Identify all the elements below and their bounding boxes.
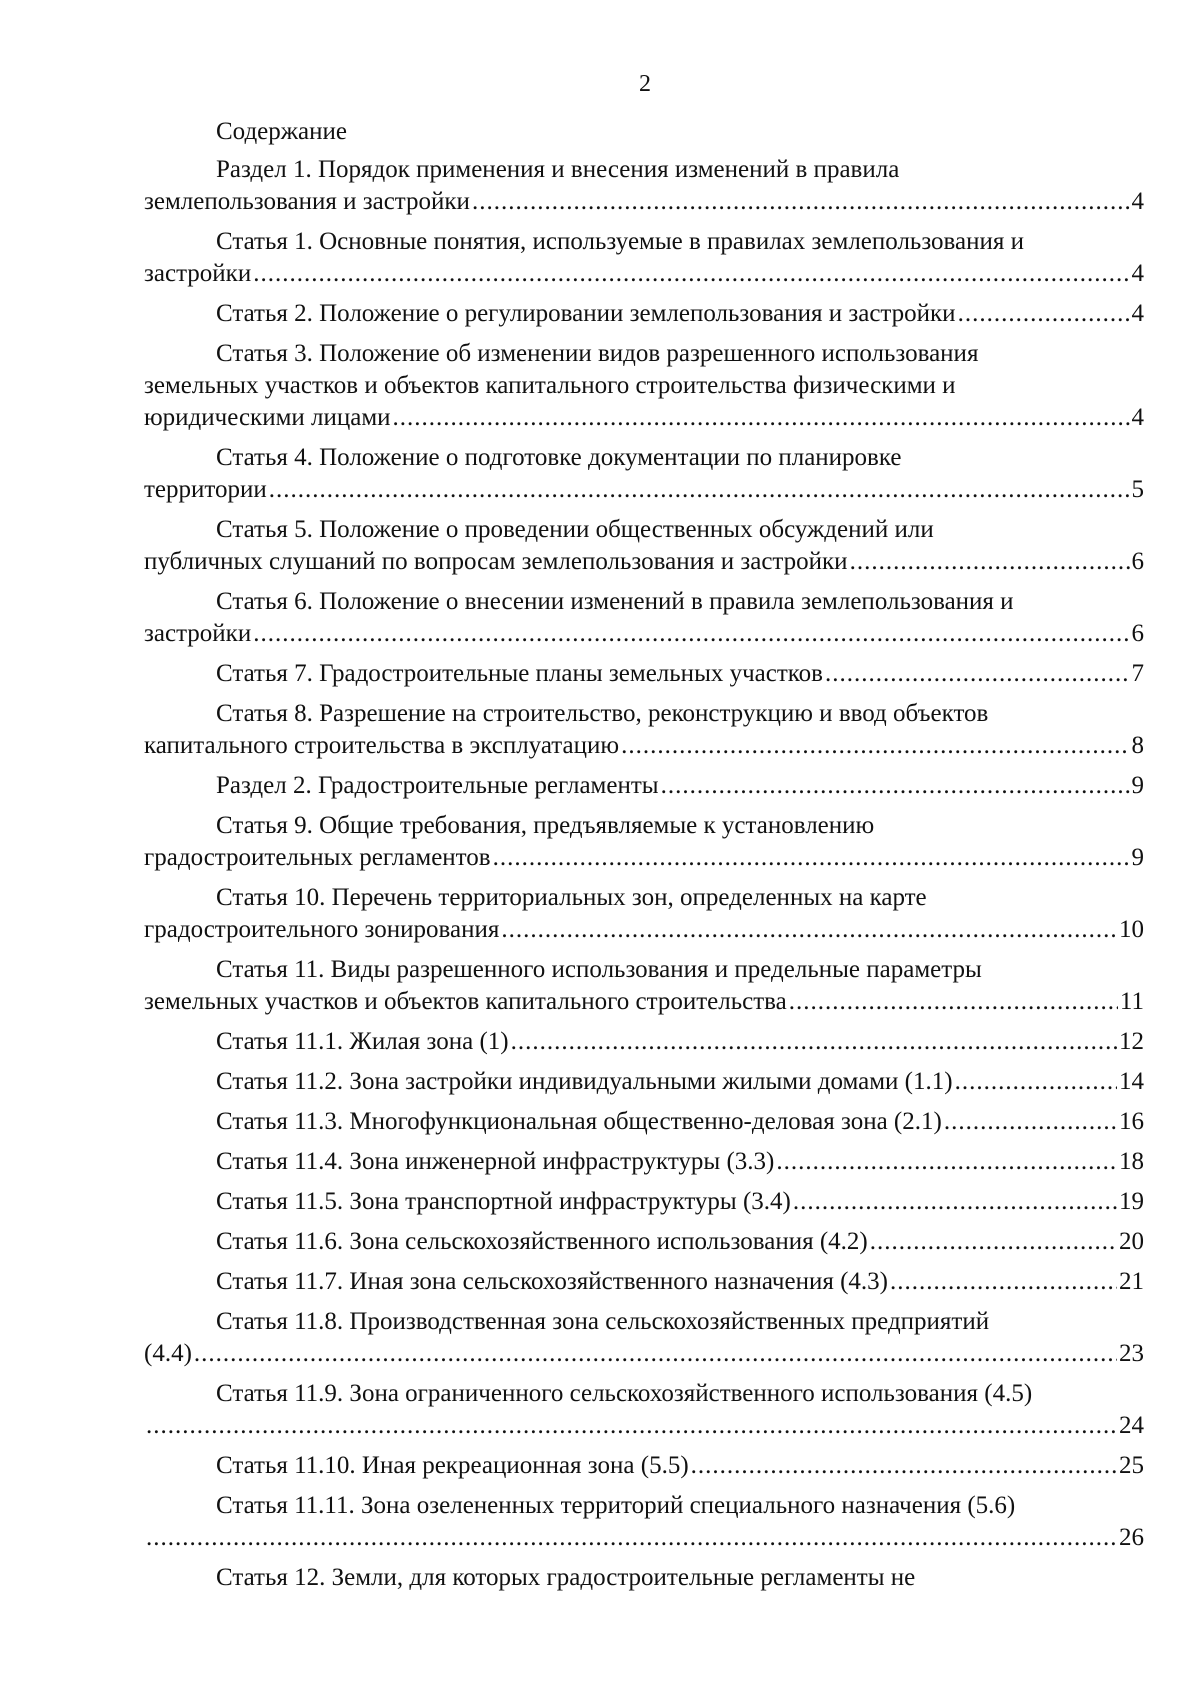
dot-leader bbox=[511, 1026, 1117, 1058]
dot-leader bbox=[393, 402, 1130, 434]
dot-leader bbox=[253, 618, 1129, 650]
toc-entry[interactable] bbox=[144, 1106, 1144, 1138]
toc-entry-title: застройки bbox=[144, 620, 252, 647]
toc-entry-leader-line bbox=[144, 1450, 1144, 1482]
toc-entry-leader-line bbox=[144, 474, 1144, 506]
toc-entry-title: градостроительного зонирования bbox=[144, 916, 500, 943]
toc-entry[interactable] bbox=[144, 1378, 1144, 1442]
toc-entry-title: Статья 11.1. Жилая зона (1) bbox=[216, 1028, 509, 1055]
toc-entry-leader-line bbox=[144, 842, 1144, 874]
toc-entry[interactable] bbox=[144, 1306, 1144, 1370]
toc-entry-title: Статья 11.10. Иная рекреационная зона (5.5) bbox=[216, 1452, 689, 1479]
toc-entry[interactable] bbox=[144, 514, 1144, 578]
toc-entry-line: Статья 11.11. Зона озелененных территорий специального назначения (5.6) bbox=[216, 1492, 1016, 1519]
toc-entry[interactable] bbox=[144, 698, 1144, 762]
toc-entry-leader-line bbox=[144, 618, 1144, 650]
toc-entry-title: градостроительных регламентов bbox=[144, 844, 491, 871]
toc-entry[interactable] bbox=[144, 1026, 1144, 1058]
toc-entry-page-number: 6 bbox=[1131, 548, 1144, 575]
table-of-contents bbox=[144, 116, 1144, 1602]
toc-entry-page-number: 9 bbox=[1131, 844, 1144, 871]
toc-entry-title: Статья 11.5. Зона транспортной инфраструктуры (3.4) bbox=[216, 1188, 791, 1215]
toc-entry-page-number: 16 bbox=[1119, 1108, 1144, 1135]
toc-entries bbox=[144, 154, 1144, 1594]
toc-entry-line: Статья 11.8. Производственная зона сельскохозяйственных предприятий bbox=[216, 1308, 990, 1335]
toc-entry-page-number: 20 bbox=[1119, 1228, 1144, 1255]
toc-entry-page-number: 9 bbox=[1131, 772, 1144, 799]
dot-leader bbox=[253, 258, 1129, 290]
toc-entry-line: Статья 5. Положение о проведении общественных обсуждений или bbox=[216, 516, 934, 543]
toc-entry-page-number: 21 bbox=[1119, 1268, 1144, 1295]
dot-leader bbox=[944, 1106, 1117, 1138]
toc-entry[interactable] bbox=[144, 1562, 1144, 1594]
dot-leader bbox=[870, 1226, 1117, 1258]
toc-entry[interactable] bbox=[144, 1490, 1144, 1554]
toc-entry[interactable] bbox=[144, 338, 1144, 434]
toc-entry-page-number: 4 bbox=[1131, 300, 1144, 327]
toc-entry-page-number: 4 bbox=[1131, 260, 1144, 287]
dot-leader bbox=[776, 1146, 1117, 1178]
toc-entry-page-number: 7 bbox=[1131, 660, 1144, 687]
toc-entry-leader-line bbox=[144, 1338, 1144, 1370]
dot-leader bbox=[793, 1186, 1117, 1218]
toc-entry-line: Раздел 1. Порядок применения и внесения изменений в правила bbox=[216, 156, 900, 183]
toc-entry-leader-line bbox=[144, 986, 1144, 1018]
toc-entry-line: Статья 8. Разрешение на строительство, реконструкцию и ввод объектов bbox=[216, 700, 989, 727]
toc-entry-leader-line bbox=[144, 1066, 1144, 1098]
toc-entry-title: Статья 7. Градостроительные планы земельных участков bbox=[216, 660, 823, 687]
toc-entry-title: капитального строительства в эксплуатацию bbox=[144, 732, 620, 759]
toc-entry[interactable] bbox=[144, 658, 1144, 690]
toc-entry[interactable] bbox=[144, 810, 1144, 874]
dot-leader bbox=[146, 1522, 1117, 1554]
toc-entry-title: территории bbox=[144, 476, 267, 503]
toc-entry[interactable] bbox=[144, 1146, 1144, 1178]
toc-entry-page-number: 24 bbox=[1119, 1412, 1144, 1439]
toc-entry-leader-line bbox=[144, 1226, 1144, 1258]
toc-entry[interactable] bbox=[144, 1266, 1144, 1298]
dot-leader bbox=[146, 1410, 1117, 1442]
toc-entry-line: Статья 11. Виды разрешенного использования и предельные параметры bbox=[216, 956, 982, 983]
dot-leader bbox=[269, 474, 1130, 506]
toc-entry-title: Статья 11.7. Иная зона сельскохозяйственного назначения (4.3) bbox=[216, 1268, 888, 1295]
toc-entry[interactable] bbox=[144, 586, 1144, 650]
toc-entry-title: Статья 2. Положение о регулировании землепользования и застройки bbox=[216, 300, 956, 327]
toc-entry[interactable] bbox=[144, 882, 1144, 946]
dot-leader bbox=[621, 730, 1129, 762]
toc-entry-page-number: 25 bbox=[1119, 1452, 1144, 1479]
toc-entry-leader-line bbox=[144, 258, 1144, 290]
toc-entry-line: Статья 3. Положение об изменении видов разрешенного использования bbox=[216, 340, 979, 367]
toc-entry-title: (4.4) bbox=[144, 1340, 192, 1367]
toc-entry-page-number: 6 bbox=[1131, 620, 1144, 647]
toc-entry-page-number: 5 bbox=[1131, 476, 1144, 503]
toc-entry-leader-line bbox=[144, 1186, 1144, 1218]
toc-entry-leader-line bbox=[144, 186, 1144, 218]
toc-entry-page-number: 11 bbox=[1119, 988, 1144, 1015]
toc-entry-leader-line bbox=[144, 658, 1144, 690]
toc-entry-line: Статья 6. Положение о внесении изменений в правила землепользования и bbox=[216, 588, 1014, 615]
toc-entry-line: Статья 1. Основные понятия, используемые в правилах землепользования и bbox=[216, 228, 1025, 255]
toc-entry[interactable] bbox=[144, 442, 1144, 506]
toc-entry-leader-line bbox=[144, 914, 1144, 946]
toc-entry[interactable] bbox=[144, 770, 1144, 802]
toc-entry-page-number: 26 bbox=[1119, 1524, 1144, 1551]
dot-leader bbox=[955, 1066, 1117, 1098]
dot-leader bbox=[850, 546, 1130, 578]
toc-entry[interactable] bbox=[144, 1186, 1144, 1218]
toc-entry-page-number: 23 bbox=[1119, 1340, 1144, 1367]
toc-entry-leader-line bbox=[144, 1522, 1144, 1554]
dot-leader bbox=[194, 1338, 1117, 1370]
toc-entry-title: Раздел 2. Градостроительные регламенты bbox=[216, 772, 659, 799]
toc-entry-title: застройки bbox=[144, 260, 252, 287]
toc-heading: Содержание bbox=[216, 118, 347, 145]
toc-entry-page-number: 14 bbox=[1119, 1068, 1144, 1095]
toc-entry-page-number: 18 bbox=[1119, 1148, 1144, 1175]
dot-leader bbox=[825, 658, 1130, 690]
toc-entry[interactable] bbox=[144, 1226, 1144, 1258]
toc-entry-line: земельных участков и объектов капитального строительства физическими и bbox=[144, 372, 956, 399]
toc-entry-leader-line bbox=[144, 1266, 1144, 1298]
toc-entry[interactable] bbox=[144, 154, 1144, 218]
toc-entry-leader-line bbox=[144, 298, 1144, 330]
dot-leader bbox=[472, 186, 1130, 218]
toc-entry-title: юридическими лицами bbox=[144, 404, 391, 431]
toc-entry-page-number: 4 bbox=[1131, 404, 1144, 431]
page-number: 2 bbox=[639, 71, 651, 97]
toc-entry-title: Статья 11.6. Зона сельскохозяйственного использования (4.2) bbox=[216, 1228, 868, 1255]
toc-entry-page-number: 12 bbox=[1119, 1028, 1144, 1055]
toc-entry-page-number: 10 bbox=[1119, 916, 1144, 943]
toc-entry-line: Статья 12. Земли, для которых градостроительные регламенты не bbox=[216, 1564, 916, 1591]
toc-entry-title: земельных участков и объектов капитального строительства bbox=[144, 988, 787, 1015]
toc-entry-leader-line bbox=[144, 1410, 1144, 1442]
toc-entry-line: Статья 9. Общие требования, предъявляемые к установлению bbox=[216, 812, 875, 839]
toc-entry-page-number: 8 bbox=[1131, 732, 1144, 759]
toc-entry[interactable] bbox=[144, 298, 1144, 330]
toc-entry-title: Статья 11.4. Зона инженерной инфраструктуры (3.3) bbox=[216, 1148, 775, 1175]
dot-leader bbox=[890, 1266, 1117, 1298]
toc-entry-title: Статья 11.2. Зона застройки индивидуальными жилыми домами (1.1) bbox=[216, 1068, 953, 1095]
toc-entry[interactable] bbox=[144, 226, 1144, 290]
toc-entry[interactable] bbox=[144, 1450, 1144, 1482]
toc-entry-page-number: 19 bbox=[1119, 1188, 1144, 1215]
toc-entry-page-number: 4 bbox=[1131, 188, 1144, 215]
toc-entry-line: Статья 10. Перечень территориальных зон, определенных на карте bbox=[216, 884, 927, 911]
dot-leader bbox=[501, 914, 1117, 946]
toc-entry-leader-line bbox=[144, 1146, 1144, 1178]
dot-leader bbox=[789, 986, 1118, 1018]
dot-leader bbox=[958, 298, 1130, 330]
toc-entry-leader-line bbox=[144, 730, 1144, 762]
toc-entry-leader-line bbox=[144, 402, 1144, 434]
toc-entry-leader-line bbox=[144, 1026, 1144, 1058]
toc-entry-leader-line bbox=[144, 770, 1144, 802]
toc-entry-line: Статья 4. Положение о подготовке документации по планировке bbox=[216, 444, 902, 471]
toc-entry[interactable] bbox=[144, 1066, 1144, 1098]
toc-entry-leader-line bbox=[144, 546, 1144, 578]
dot-leader bbox=[691, 1450, 1117, 1482]
dot-leader bbox=[661, 770, 1130, 802]
toc-entry-title: землепользования и застройки bbox=[144, 188, 470, 215]
toc-entry-leader-line bbox=[144, 1106, 1144, 1138]
dot-leader bbox=[493, 842, 1130, 874]
toc-entry[interactable] bbox=[144, 954, 1144, 1018]
toc-entry-title: публичных слушаний по вопросам землепользования и застройки bbox=[144, 548, 848, 575]
toc-entry-line: Статья 11.9. Зона ограниченного сельскохозяйственного использования (4.5) bbox=[216, 1380, 1033, 1407]
toc-entry-title: Статья 11.3. Многофункциональная общественно-деловая зона (2.1) bbox=[216, 1108, 942, 1135]
